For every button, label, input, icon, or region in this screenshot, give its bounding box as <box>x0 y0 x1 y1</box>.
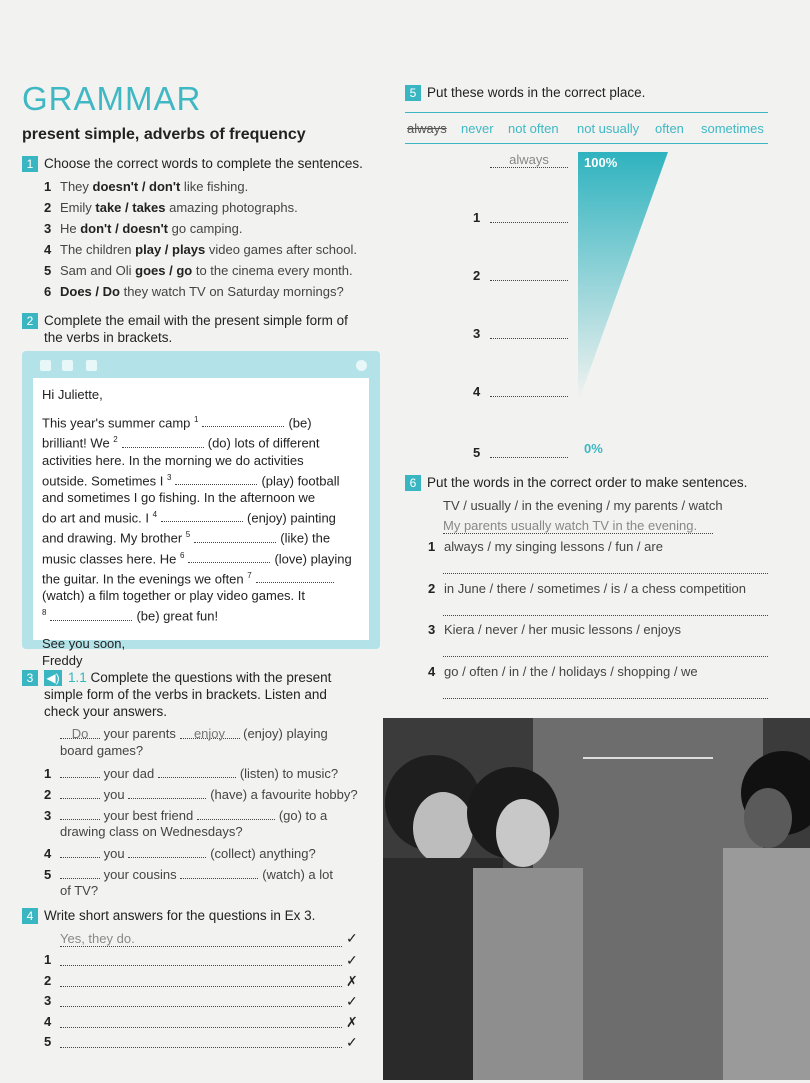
ex6-item <box>428 664 698 679</box>
ex6-item-number: 2 <box>428 580 436 596</box>
ex6-item-number: 3 <box>428 622 436 637</box>
email-gap[interactable] <box>202 414 284 427</box>
email-line <box>42 587 364 604</box>
ex3-heading: 3 ◀) 1.1 Complete the questions with the present <box>22 669 331 686</box>
ex1-item-number: 2 <box>44 200 52 215</box>
email-mail-icon <box>86 360 97 371</box>
ex3-example-line2: board games? <box>60 743 144 758</box>
word-not-often: not often <box>508 121 559 136</box>
ex1-item-number: 5 <box>44 263 52 278</box>
frequency-triangle <box>578 152 673 402</box>
ex1-item-pre: Emily <box>60 200 96 215</box>
ex1-item-pre: They <box>60 179 93 194</box>
email-line-verb: (do) lots of different <box>207 435 320 451</box>
ex3-item-continuation: of TV? <box>60 883 99 898</box>
email-line-text: and drawing. My brother <box>42 530 186 546</box>
ex4-answer-line[interactable] <box>60 1027 342 1028</box>
email-line-verb: (be) great fun! <box>136 608 219 624</box>
ex1-item-number: 1 <box>44 179 52 194</box>
email-text <box>42 386 364 669</box>
ex4-mark: ✗ <box>346 972 358 989</box>
ex3-item-verb: (collect) anything? <box>210 846 316 861</box>
ex1-item-post: amazing photographs. <box>165 200 298 215</box>
ex5-item-number: 2 <box>473 268 481 283</box>
ex1-item-post: go camping. <box>168 221 243 236</box>
ex2-number: 2 <box>22 313 38 329</box>
ex1-option-choice[interactable]: Does / Do <box>60 284 120 299</box>
email-signature: Freddy <box>42 652 83 668</box>
email-refresh-icon <box>62 360 73 371</box>
ex5-item-number: 4 <box>473 384 481 399</box>
ex3-item-subject: you <box>100 846 129 861</box>
email-line-text: (watch) a film together or play video games. It <box>42 588 306 604</box>
gap-number: 8 <box>42 608 47 618</box>
ex6-example-answer: My parents usually watch TV in the evening. <box>443 518 713 534</box>
ex6-item-number: 4 <box>428 663 436 679</box>
email-back-icon <box>40 360 51 371</box>
email-line-text: music classes here. He <box>42 550 180 566</box>
ex4-answer-line[interactable] <box>60 1006 342 1007</box>
page-subtitle: present simple, adverbs of frequency <box>22 126 306 143</box>
ex1-option-choice[interactable]: don't / doesn't <box>80 221 169 236</box>
email-close-icon <box>356 360 367 371</box>
ex4-mark: ✓ <box>346 993 358 1009</box>
ex1-option-choice[interactable]: play / plays <box>135 242 206 257</box>
label-0-percent: 0% <box>584 441 603 456</box>
email-line <box>42 547 364 567</box>
ex3-gap-verb[interactable] <box>180 866 258 879</box>
ex3-item <box>44 786 358 802</box>
gap-number: 2 <box>113 435 118 445</box>
ex4-item-number: 5 <box>44 1034 52 1049</box>
ex6-item-words: Kiera / never / her music lessons / enjoys <box>444 622 681 637</box>
ex3-item-number: 3 <box>44 808 52 823</box>
ex3-item <box>44 866 333 882</box>
ex4-item-number: 4 <box>44 1013 52 1029</box>
audio-icon[interactable]: ◀) <box>44 670 62 686</box>
ex3-item-verb: (have) a favourite hobby? <box>210 787 358 802</box>
gap-number: 3 <box>167 472 172 482</box>
ex3-item <box>44 765 338 781</box>
ex1-item <box>44 242 357 257</box>
ex4-item-number: 3 <box>44 993 52 1008</box>
ex3-item-verb: (go) to a <box>278 808 328 823</box>
ex5-number: 5 <box>405 85 421 101</box>
ex3-heading-line3: check your answers. <box>44 704 168 719</box>
ex5-item-number: 5 <box>473 445 481 460</box>
email-gap[interactable] <box>175 472 257 485</box>
ex1-item-number: 4 <box>44 242 52 257</box>
ex1-item <box>44 284 344 299</box>
ex4-item-number: 1 <box>44 952 52 967</box>
ex3-gap-verb[interactable] <box>197 807 275 820</box>
ex3-number: 3 <box>22 670 38 686</box>
gap-number: 4 <box>152 509 158 519</box>
ex3-item <box>44 807 327 823</box>
ex2-heading-line2: the verbs in brackets. <box>44 330 173 345</box>
ex3-item-number: 2 <box>44 787 52 802</box>
ex3-item-number: 4 <box>44 846 52 861</box>
ex3-gap-auxiliary[interactable] <box>60 866 100 879</box>
word-sometimes: sometimes <box>701 121 764 136</box>
ex6-item-words: always / my singing lessons / fun / are <box>444 539 663 554</box>
ex6-item <box>428 581 746 596</box>
ex3-heading-line2: simple form of the verbs in brackets. Listen and <box>44 687 327 702</box>
word-box <box>405 112 768 144</box>
email-line-text: and sometimes I go fishing. In the afternoon we <box>42 489 316 505</box>
email-line-verb: (enjoy) painting <box>247 510 336 526</box>
email-line-text: This year's summer camp <box>42 415 195 431</box>
ex5-answer-line[interactable] <box>490 457 568 458</box>
gap-number: 6 <box>180 550 185 560</box>
ex5-example-answer: always <box>490 152 568 168</box>
ex1-option-choice[interactable]: take / takes <box>95 200 166 215</box>
email-gap[interactable] <box>188 550 270 563</box>
ex5-heading: 5 Put these words in the correct place. <box>405 84 645 101</box>
email-line <box>42 526 364 546</box>
ex3-gap-auxiliary[interactable] <box>60 807 100 820</box>
email-line <box>42 604 364 624</box>
photo-girls-shopping <box>383 718 810 1080</box>
ex6-item-words: go / often / in / the / holidays / shopping / we <box>444 663 698 679</box>
email-line <box>42 469 364 489</box>
ex3-item-verb: (listen) to music? <box>239 766 339 781</box>
email-line-verb: (like) the <box>280 530 331 546</box>
email-line-verb: (love) playing <box>274 550 352 566</box>
ex1-item-pre: The children <box>60 242 136 257</box>
word-always: always <box>407 121 447 136</box>
email-line <box>42 567 364 587</box>
ex1-item-post: like fishing. <box>180 179 249 194</box>
ex3-gap-verb[interactable] <box>128 845 206 858</box>
ex5-item-number: 3 <box>473 326 481 341</box>
ex6-example-question: TV / usually / in the evening / my parents / watch <box>443 498 723 513</box>
ex4-example-answer: Yes, they do. <box>60 931 342 947</box>
audio-track: 1.1 <box>68 670 87 685</box>
ex3-example: Do your parents enjoy (enjoy) playing <box>60 726 328 741</box>
ex3-item-number: 1 <box>44 766 52 781</box>
email-gap[interactable] <box>161 509 243 522</box>
email-line-text: the guitar. In the evenings we often <box>42 571 248 587</box>
ex4-mark: ✗ <box>346 1013 358 1030</box>
ex6-item-words: in June / there / sometimes / is / a chess competition <box>444 580 747 596</box>
ex3-item-subject: your cousins <box>100 867 181 882</box>
ex6-answer-line[interactable] <box>443 698 768 699</box>
ex3-gap-verb[interactable] <box>128 786 206 799</box>
ex6-item-number: 1 <box>428 539 436 554</box>
ex6-answer-line[interactable] <box>443 573 768 574</box>
email-line <box>42 431 364 451</box>
gap-number: 1 <box>194 415 199 424</box>
ex4-item-number: 2 <box>44 972 52 988</box>
ex1-heading: 1 Choose the correct words to complete the sentences. <box>22 155 363 172</box>
ex3-item-subject: your dad <box>100 766 158 781</box>
ex6-heading: 6 Put the words in the correct order to make sentences. <box>405 474 747 491</box>
ex3-gap-auxiliary[interactable] <box>60 765 100 778</box>
ex1-item <box>44 179 248 194</box>
ex4-heading: 4 Write short answers for the questions in Ex 3. <box>22 907 315 924</box>
ex3-item-subject: your best friend <box>100 808 197 823</box>
email-signoff: See you soon, <box>42 635 126 651</box>
word-often: often <box>655 121 684 136</box>
ex6-answer-line[interactable] <box>443 656 768 657</box>
email-line <box>42 489 364 506</box>
email-line-text: activities here. In the morning we do activities <box>42 452 304 468</box>
ex4-mark: ✓ <box>346 1034 358 1050</box>
email-greeting: Hi Juliette, <box>42 387 103 402</box>
ex1-item <box>44 221 242 236</box>
ex4-mark: ✓ <box>346 952 358 968</box>
ex6-number: 6 <box>405 475 421 491</box>
ex6-item <box>428 539 663 554</box>
ex1-item-pre: Sam and Oli <box>60 263 136 278</box>
ex1-item <box>44 263 353 278</box>
ex5-item-number: 1 <box>473 210 481 225</box>
email-gap[interactable] <box>256 570 334 583</box>
ex3-item-verb: (watch) a lot <box>262 867 334 882</box>
ex3-item-subject: you <box>100 787 129 802</box>
email-line-text: brilliant! We <box>42 435 114 451</box>
page-title: GRAMMAR <box>22 80 202 117</box>
ex1-option-choice[interactable]: doesn't / don't <box>92 179 181 194</box>
ex3-item-continuation: drawing class on Wednesdays? <box>60 824 243 839</box>
gap-number: 5 <box>185 530 191 540</box>
ex1-item-number: 6 <box>44 284 52 299</box>
ex1-number: 1 <box>22 156 38 172</box>
email-line <box>42 452 364 469</box>
ex3-gap-auxiliary[interactable] <box>60 845 100 858</box>
photo-illustration <box>383 718 810 1080</box>
word-never: never <box>461 121 494 136</box>
ex3-gap-verb[interactable] <box>158 765 236 778</box>
ex3-item-number: 5 <box>44 867 52 882</box>
email-gap[interactable] <box>50 608 132 621</box>
ex5-answer-line[interactable] <box>490 338 568 339</box>
ex6-answer-line[interactable] <box>443 615 768 616</box>
email-gap[interactable] <box>122 435 204 448</box>
ex1-item-pre: He <box>60 221 81 236</box>
ex3-gap-auxiliary[interactable] <box>60 786 100 799</box>
ex1-item-post: to the cinema every month. <box>192 263 353 278</box>
email-line-text: outside. Sometimes I <box>42 472 167 488</box>
gap-number: 7 <box>247 570 252 580</box>
email-line <box>42 411 364 431</box>
email-line-text: do art and music. I <box>42 510 153 526</box>
ex4-answer-line[interactable] <box>60 1047 342 1048</box>
ex1-item-post: video games after school. <box>205 242 357 257</box>
email-gap[interactable] <box>194 530 276 543</box>
email-line-verb: (play) football <box>261 472 340 488</box>
ex5-answer-line[interactable] <box>490 280 568 281</box>
ex1-item-post: they watch TV on Saturday mornings? <box>119 284 344 299</box>
ex4-mark: ✓ <box>346 930 358 946</box>
ex3-item <box>44 845 316 861</box>
word-not-usually: not usually <box>577 121 640 136</box>
ex1-item <box>44 200 298 215</box>
email-line <box>42 506 364 526</box>
ex2-heading: 2 Complete the email with the present simple form of <box>22 312 348 329</box>
ex6-item <box>428 622 681 637</box>
ex5-answer-line[interactable] <box>490 396 568 397</box>
email-line-verb: (be) <box>288 415 312 431</box>
ex4-number: 4 <box>22 908 38 924</box>
ex1-item-number: 3 <box>44 221 52 236</box>
ex4-answer-line[interactable] <box>60 965 342 966</box>
label-100-percent: 100% <box>584 155 618 170</box>
ex4-answer-line[interactable] <box>60 986 342 987</box>
ex5-answer-line[interactable] <box>490 222 568 223</box>
ex1-option-choice[interactable]: goes / go <box>135 263 193 278</box>
